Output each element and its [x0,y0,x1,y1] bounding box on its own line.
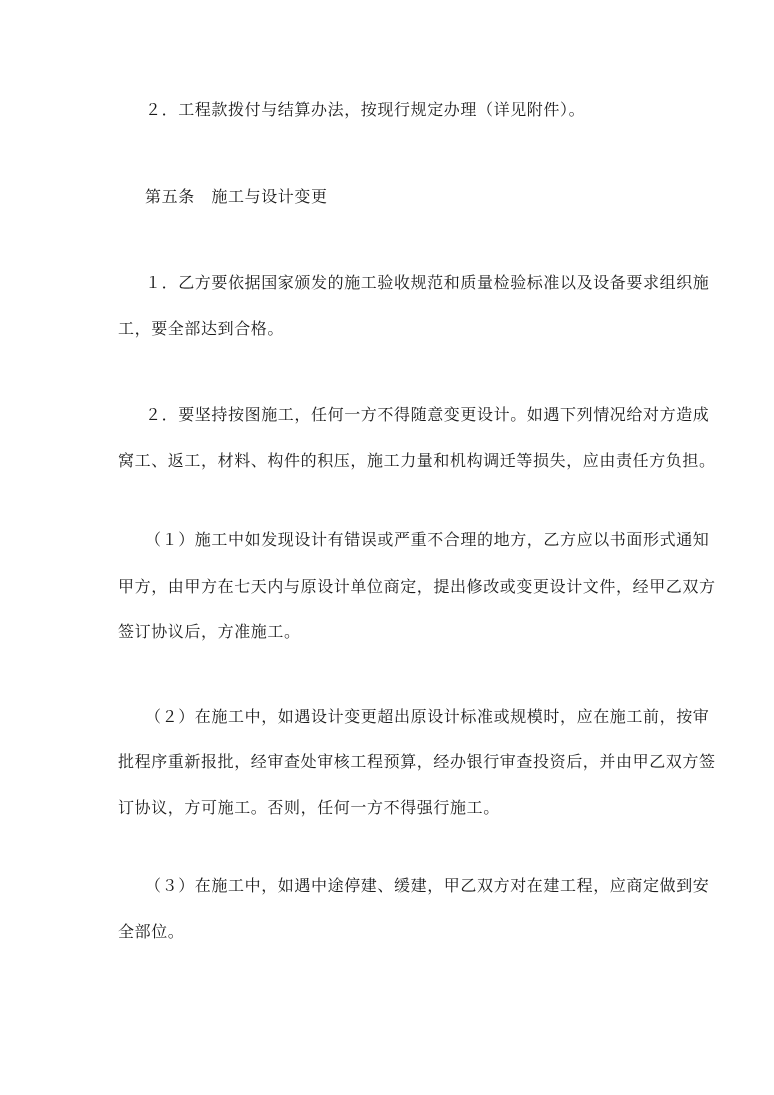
item-1-line-2: 甲方，由甲方在七天内与原设计单位商定，提出修改或变更设计文件，经甲乙双方 [118,577,716,596]
item-2-line-1: （２）在施工中，如遇设计变更超出原设计标准或规模时，应在施工前，按审 [145,707,710,726]
paragraph-1-line-2: 工，要全部达到合格。 [118,319,285,338]
item-2-line-2: 批程序重新报批，经审查处审核工程预算，经办银行审查投资后，并由甲乙双方签 [118,752,716,771]
paragraph-1-line-1: １．乙方要依据国家颁发的施工验收规范和质量检验标准以及设备要求组织施 [145,273,710,292]
paragraph-2-line-2: 窝工、返工，材料、构件的积压，施工力量和机构调迁等损失，应由责任方负担。 [118,451,716,470]
item-3-line-2: 全部位。 [118,922,185,941]
paragraph-2-line-1: ２．要坚持按图施工，任何一方不得随意变更设计。如遇下列情况给对方造成 [145,405,710,424]
item-1-line-3: 签订协议后，方准施工。 [118,622,301,641]
item-1-line-1: （１）施工中如发现设计有错误或严重不合理的地方，乙方应以书面形式通知 [145,530,710,549]
paragraph-payment-line: ２．工程款拨付与结算办法，按现行规定办理（详见附件）。 [145,100,586,119]
article-five-heading: 第五条 施工与设计变更 [145,187,328,206]
item-2-line-3: 订协议，方可施工。否则，任何一方不得强行施工。 [118,798,500,817]
item-3-line-1: （３）在施工中，如遇中途停建、缓建，甲乙双方对在建工程，应商定做到安 [145,876,710,895]
